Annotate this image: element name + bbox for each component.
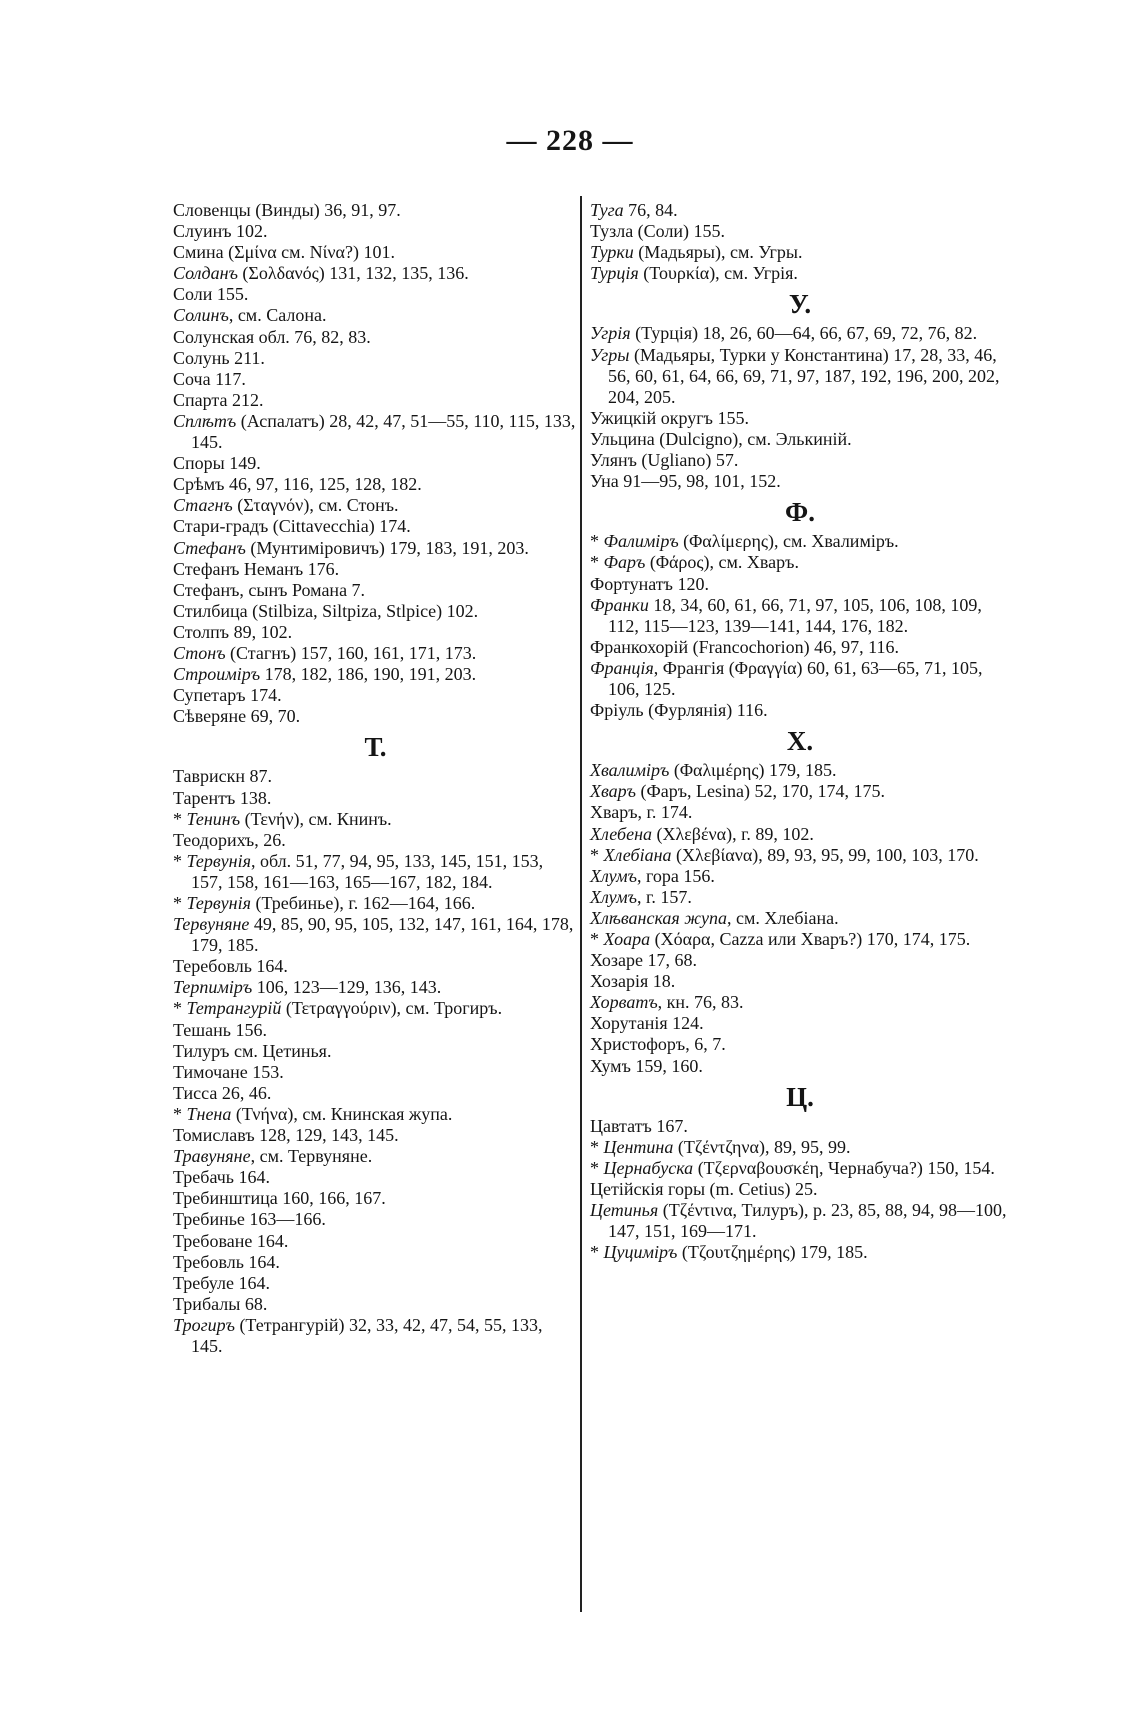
index-entry — [590, 408, 1010, 429]
entry-text: Словенцы (Винды) 36, 91, 97. — [173, 200, 401, 220]
index-entry — [173, 809, 578, 830]
entry-text: (Стагнъ) 157, 160, 161, 171, 173. — [225, 642, 477, 663]
index-entry — [590, 323, 1010, 344]
entry-text: Теребовль 164. — [173, 956, 288, 977]
entry-text: Солунь 211. — [173, 347, 265, 368]
asterisk-marker: * — [173, 850, 187, 871]
entry-headword: Хвалиміръ — [590, 760, 670, 781]
entry-text: Теодорихъ, 26. — [173, 829, 286, 850]
index-entry — [173, 1083, 578, 1104]
letter-section-header: У. — [788, 289, 812, 320]
index-entry — [173, 601, 578, 622]
index-entry — [173, 453, 578, 474]
entry-headword: Хваръ — [590, 781, 637, 802]
entry-text: Срѣмъ 46, 97, 116, 125, 128, 182. — [173, 474, 422, 495]
entry-text: Супетаръ 174. — [173, 685, 282, 706]
entry-headword: Стефанъ — [173, 537, 246, 558]
letter-section-header: Ц. — [786, 1081, 814, 1112]
entry-text: (Φαλίμερης), см. Хвалиміръ. — [678, 531, 899, 552]
entry-text: (Мадьяры, Турки у Константина) 17, 28, 33, 46, 56, 60, 61, 64, 66, 69, 71, 97, 187, 192, 196, 200, 202, 204, 205. — [608, 344, 1000, 407]
entry-text: , кн. 76, 83. — [657, 992, 744, 1013]
index-entry — [590, 221, 1010, 242]
index-entry — [173, 1146, 578, 1167]
entry-headword: Фаръ — [603, 552, 646, 573]
entry-text: Тимочане 153. — [173, 1061, 284, 1082]
entry-text: Соли 155. — [173, 284, 249, 305]
index-entry — [590, 760, 1010, 781]
entry-text: , см. Салона. — [228, 305, 327, 326]
index-entry — [173, 685, 578, 706]
index-entry — [590, 450, 1010, 471]
entry-text: , Франгія (Φραγγία) 60, 61, 63—65, 71, 105, 106, 125. — [608, 657, 983, 699]
entry-headword: Тенинъ — [186, 808, 241, 829]
entry-headword: Терпиміръ — [173, 977, 253, 998]
entry-text: (Τνήνα), см. Книнская жупа. — [231, 1103, 453, 1124]
index-entry — [590, 1116, 1010, 1137]
index-entry — [590, 531, 1010, 552]
index-entry — [590, 700, 1010, 721]
entry-text: 106, 123—129, 136, 143. — [252, 977, 442, 998]
index-entry — [173, 369, 578, 390]
index-entry — [173, 1041, 578, 1062]
entry-text: (Фаръ, Lesina) 52, 170, 174, 175. — [636, 781, 886, 802]
index-entry — [590, 971, 1010, 992]
index-entry — [590, 263, 1010, 284]
entry-text: Улянъ (Ugliano) 57. — [590, 450, 739, 471]
entry-text: Хваръ, г. 174. — [590, 802, 693, 823]
entry-text: (Χόαρα, Cazza или Хваръ?) 170, 174, 175. — [650, 929, 971, 949]
index-entry — [590, 1056, 1010, 1077]
entry-headword: Хлебіана — [603, 844, 672, 865]
entry-text: (Τζερναβουσκέη, Чернабуча?) 150, 154. — [693, 1157, 995, 1178]
entry-headword: Цетинья — [590, 1200, 659, 1221]
entry-headword: Центина — [603, 1136, 674, 1157]
entry-text: Тузла (Соли) 155. — [590, 221, 726, 242]
entry-text: (Σολδανός) 131, 132, 135, 136. — [237, 263, 469, 284]
entry-text: Фортунатъ 120. — [590, 573, 709, 594]
entry-text: Христофоръ, 6, 7. — [590, 1034, 726, 1055]
entry-headword: Тервунія — [186, 850, 251, 871]
index-entry — [590, 1013, 1010, 1034]
asterisk-marker: * — [173, 998, 187, 1019]
entry-text: Хумъ 159, 160. — [590, 1055, 703, 1076]
asterisk-marker: * — [590, 1157, 604, 1178]
entry-text: Соча 117. — [173, 368, 246, 389]
index-entry — [173, 263, 578, 284]
index-entry — [590, 1200, 1010, 1242]
index-entry — [173, 390, 578, 411]
index-entry — [173, 893, 578, 914]
index-entry — [173, 788, 578, 809]
index-entry — [590, 824, 1010, 845]
index-entry — [173, 706, 578, 727]
entry-headword: Франки — [590, 594, 649, 615]
index-entry — [173, 495, 578, 516]
entry-headword: Тнена — [186, 1103, 232, 1124]
entry-headword: Угры — [590, 344, 630, 365]
letter-section-header: Х. — [786, 726, 814, 757]
entry-text: Ульцина (Dulcigno), см. Элькиній. — [590, 428, 852, 449]
entry-text: (Аспалатъ) 28, 42, 47, 51—55, 110, 115, 133, 145. — [191, 410, 576, 453]
entry-headword: Тетрангурій — [186, 998, 282, 1019]
index-entry — [173, 830, 578, 851]
entry-headword: Солданъ — [173, 263, 238, 284]
entry-text: (Τουρκία), см. Угрія. — [638, 263, 798, 284]
entry-text: (Τζουτζημέρης) 179, 185. — [677, 1242, 868, 1263]
entry-text: Споры 149. — [173, 453, 261, 474]
index-entry — [173, 305, 578, 326]
entry-text: Фріуль (Фурлянія) 116. — [590, 700, 768, 721]
entry-text: Требуле 164. — [173, 1272, 270, 1293]
entry-text: (Χλεβένα), г. 89, 102. — [652, 823, 814, 844]
index-entry — [590, 200, 1010, 221]
entry-headword: Цуциміръ — [603, 1242, 678, 1263]
index-entry — [173, 559, 578, 580]
index-entry — [590, 242, 1010, 263]
entry-text: Стефанъ Неманъ 176. — [173, 558, 340, 579]
entry-headword: Строиміръ — [173, 664, 261, 685]
entry-text: (Турція) 18, 26, 60—64, 66, 67, 69, 72, 76, 82. — [630, 323, 978, 344]
index-entry — [173, 1167, 578, 1188]
index-entry — [173, 1252, 578, 1273]
entry-text: (Φάρος), см. Хваръ. — [645, 552, 799, 573]
asterisk-marker: * — [173, 808, 187, 829]
index-entry — [173, 956, 578, 977]
index-entry — [590, 929, 1010, 950]
entry-text: Солунская обл. 76, 82, 83. — [173, 326, 371, 347]
entry-text: (Требинье), г. 162—164, 166. — [250, 893, 476, 913]
entry-text: Требовль 164. — [173, 1251, 280, 1272]
asterisk-marker: * — [590, 1242, 604, 1263]
entry-headword: Хоара — [603, 929, 651, 949]
entry-headword: Хлумъ — [590, 886, 637, 907]
asterisk-marker: * — [590, 531, 604, 552]
entry-text: , гора 156. — [636, 865, 715, 886]
index-entry — [173, 664, 578, 685]
index-entry — [590, 781, 1010, 802]
asterisk-marker: * — [590, 552, 604, 573]
index-entry — [173, 1231, 578, 1252]
entry-text: Спарта 212. — [173, 389, 264, 410]
letter-section-header: Т. — [364, 732, 387, 763]
entry-text: 49, 85, 90, 95, 105, 132, 147, 161, 164, 178, 179, 185. — [191, 914, 574, 956]
entry-headword: Тервунія — [186, 893, 251, 913]
entry-text: , г. 157. — [636, 886, 692, 907]
entry-text: Хозарія 18. — [590, 971, 676, 992]
index-entry — [590, 1242, 1010, 1263]
index-entry — [590, 1158, 1010, 1179]
entry-text: (Τζέντζηνα), 89, 95, 99. — [673, 1136, 851, 1157]
index-entry — [590, 908, 1010, 929]
entry-headword: Франція — [590, 657, 654, 678]
index-entry — [590, 992, 1010, 1013]
index-entry — [173, 242, 578, 263]
index-entry — [173, 998, 578, 1019]
entry-headword: Травуняне — [173, 1146, 251, 1167]
entry-headword: Стагнъ — [173, 495, 233, 516]
index-entry — [173, 1062, 578, 1083]
entry-headword: Фалиміръ — [603, 531, 679, 552]
entry-text: Тешань 156. — [173, 1019, 267, 1040]
column-divider — [580, 196, 582, 1612]
index-entry — [590, 950, 1010, 971]
index-entry — [173, 1020, 578, 1041]
entry-text: (Τενήν), см. Книнъ. — [240, 808, 392, 829]
entry-text: Тисса 26, 46. — [173, 1082, 272, 1103]
entry-text: (Φαλιμέρης) 179, 185. — [669, 760, 837, 781]
entry-text: Франкохорій (Francochorion) 46, 97, 116. — [590, 636, 899, 657]
index-entry — [590, 574, 1010, 595]
index-entry — [173, 284, 578, 305]
index-column-left — [173, 200, 578, 1357]
index-entry — [590, 345, 1010, 408]
entry-text: Томиславъ 128, 129, 143, 145. — [173, 1125, 399, 1146]
index-entry — [173, 327, 578, 348]
entry-text: Стефанъ, сынъ Романа 7. — [173, 579, 366, 600]
index-entry — [173, 200, 578, 221]
index-entry — [173, 914, 578, 956]
index-entry — [173, 411, 578, 453]
entry-text: (Τετραγγούριν), см. Трогиръ. — [281, 998, 503, 1019]
entry-text: Хорутанія 124. — [590, 1013, 704, 1034]
index-column-right — [590, 200, 1010, 1263]
index-entry — [590, 887, 1010, 908]
index-entry — [173, 1294, 578, 1315]
entry-headword: Стонъ — [173, 642, 226, 663]
entry-text: Таврискн 87. — [173, 766, 273, 787]
entry-headword: Трогиръ — [173, 1314, 235, 1335]
entry-text: Хозаре 17, 68. — [590, 950, 697, 971]
index-entry — [590, 471, 1010, 492]
entry-text: (Χλεβίανα), 89, 93, 95, 99, 100, 103, 170. — [671, 844, 979, 865]
entry-text: Требачь 164. — [173, 1167, 270, 1188]
entry-text: Тарентъ 138. — [173, 787, 272, 808]
entry-text: 76, 84. — [623, 200, 678, 220]
entry-headword: Турки — [590, 242, 634, 263]
entry-text: Ужицкій округъ 155. — [590, 407, 749, 428]
entry-text: , обл. 51, 77, 94, 95, 133, 145, 151, 153, 157, 158, 161—163, 165—167, 182, 184. — [191, 850, 544, 892]
entry-text: Требоване 164. — [173, 1230, 289, 1251]
entry-text: (Мадьяры), см. Угры. — [633, 242, 803, 263]
letter-section-header: Ф. — [785, 497, 815, 528]
index-entry — [173, 348, 578, 369]
index-entry — [173, 474, 578, 495]
entry-headword: Турція — [590, 263, 639, 284]
index-entry — [173, 977, 578, 998]
entry-headword: Солинъ — [173, 305, 229, 326]
index-entry — [173, 1273, 578, 1294]
index-entry — [173, 1104, 578, 1125]
entry-text: Тилуръ см. Цетинья. — [173, 1040, 332, 1061]
entry-text: Цавтатъ 167. — [590, 1115, 688, 1136]
entry-headword: Тервуняне — [173, 914, 250, 935]
index-entry — [173, 221, 578, 242]
entry-text: Цетійскія горы (m. Cetius) 25. — [590, 1179, 818, 1200]
entry-headword: Угрія — [590, 323, 631, 344]
index-entry — [590, 802, 1010, 823]
entry-headword: Хлѣванская жупа — [590, 907, 728, 928]
entry-text: Столпъ 89, 102. — [173, 621, 293, 642]
index-entry — [590, 658, 1010, 700]
entry-text: Требинье 163—166. — [173, 1209, 326, 1230]
index-entry — [173, 1209, 578, 1230]
entry-text: Сѣверяне 69, 70. — [173, 706, 301, 727]
entry-headword: Хорватъ — [590, 992, 658, 1013]
asterisk-marker: * — [173, 893, 187, 913]
index-entry — [173, 1315, 578, 1357]
index-entry — [173, 622, 578, 643]
index-entry — [173, 580, 578, 601]
asterisk-marker: * — [590, 929, 604, 949]
entry-text: , см. Тервуняне. — [250, 1146, 373, 1167]
entry-text: (Тетрангурій) 32, 33, 42, 47, 54, 55, 133, 145. — [191, 1314, 543, 1356]
entry-text: Стилбица (Stilbiza, Siltpiza, Stlpice) 102. — [173, 600, 479, 621]
entry-text: 178, 182, 186, 190, 191, 203. — [260, 664, 477, 685]
index-entry — [173, 643, 578, 664]
index-entry — [173, 516, 578, 537]
asterisk-marker: * — [173, 1103, 187, 1124]
entry-text: Требинштица 160, 166, 167. — [173, 1188, 386, 1209]
entry-headword: Хлумъ — [590, 865, 637, 886]
entry-text: Уна 91—95, 98, 101, 152. — [590, 471, 781, 492]
asterisk-marker: * — [590, 844, 604, 865]
index-entry — [590, 1137, 1010, 1158]
index-entry — [590, 866, 1010, 887]
index-entry — [590, 429, 1010, 450]
index-entry — [590, 1034, 1010, 1055]
entry-text: Слуинъ 102. — [173, 221, 268, 242]
index-entry — [590, 595, 1010, 637]
index-entry — [590, 1179, 1010, 1200]
index-entry — [173, 766, 578, 787]
entry-text: Стари-градъ (Cittavecchia) 174. — [173, 516, 411, 537]
index-entry — [173, 851, 578, 893]
asterisk-marker: * — [590, 1136, 604, 1157]
entry-headword: Туга — [590, 200, 624, 220]
entry-text: (Σταγνόν), см. Стонъ. — [232, 495, 399, 516]
page-number: — 228 — — [506, 124, 634, 157]
entry-text: Смина (Σμίνα см. Νίνα?) 101. — [173, 242, 395, 263]
entry-headword: Цернабуска — [603, 1157, 694, 1178]
entry-text: Трибалы 68. — [173, 1293, 268, 1314]
index-entry — [590, 637, 1010, 658]
entry-text: , см. Хлебіана. — [727, 907, 839, 928]
entry-text: (Мунтиміровичъ) 179, 183, 191, 203. — [245, 537, 529, 558]
entry-text: 18, 34, 60, 61, 66, 71, 97, 105, 106, 108, 109, 112, 115—123, 139—141, 144, 176, 182. — [608, 594, 982, 636]
entry-headword: Сплѣтъ — [173, 410, 237, 431]
index-entry — [590, 845, 1010, 866]
entry-headword: Хлебена — [590, 823, 653, 844]
index-entry — [173, 1188, 578, 1209]
index-entry — [173, 1125, 578, 1146]
index-entry — [590, 552, 1010, 573]
entry-text: (Τζέντινα, Тилуръ), р. 23, 85, 88, 94, 98—100, 147, 151, 169—171. — [608, 1200, 1007, 1242]
index-entry — [173, 538, 578, 559]
